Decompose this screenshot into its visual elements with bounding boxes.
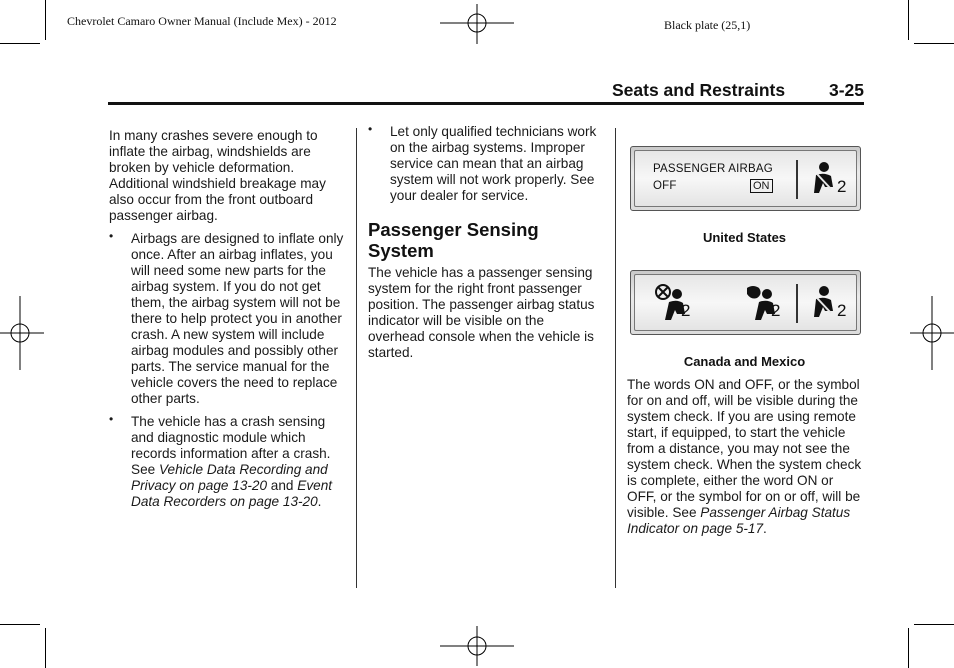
panel-face [634,274,857,331]
crop-mark [908,0,909,40]
bullet-text: Let only qualified technicians work on the airbag systems. Improper service can mean that an airbag system will not work properly. See your dealer for service. [390,124,597,203]
column-1 [109,128,347,510]
bullet-icon: • [368,122,373,136]
cross-reference-link[interactable]: Vehicle Data Recording and Privacy on page 13-20 [131,462,328,493]
column-3-paragraph [627,377,865,537]
bullet-text: Airbags are designed to inflate only once. After an airbag inflates, you will need some new parts for the airbag system. If you do not get them, the airbag system will not be there to help protect you in another crash. A new system will include airbag modules and possibly other parts. The service manual for the vehicle covers the need to replace other parts. [131,231,344,406]
us-airbag-indicator-panel [630,146,861,211]
plate-label: Black plate (25,1) [664,18,751,32]
seatbelt-icon [811,285,837,319]
panel-on-indicator: ON [750,179,773,193]
registration-mark-top [440,4,514,44]
subsection-heading: Passenger Sensing System [368,219,539,261]
bullet-icon: • [109,229,114,243]
canada-mexico-airbag-indicator-panel [630,270,861,335]
panel-separator [796,160,798,199]
crop-mark [908,628,909,668]
cross-reference-link[interactable]: Passenger Airbag Status Indicator on page 5-17 [627,505,851,536]
crop-mark [45,628,46,668]
bullet-item [109,414,347,510]
document-title: Chevrolet Camaro Owner Manual (Include Mex) - 2012 [67,14,337,28]
panel-face [634,150,857,207]
caption-united-states: United States [702,230,787,245]
seatbelt-icon [811,161,837,195]
panel-seat-number: 2 [681,301,691,320]
body-paragraph: The words ON and OFF, or the symbol for on and off, will be visible during the system check. If you are using remote start, if equipped, to start the vehicle from a distance, you may not see the system check. When the system check is complete, either the word ON or OFF, or the symbol for on or off, will be visible. See [627,377,862,520]
crop-mark [914,43,954,44]
panel-seat-number: 2 [837,301,847,320]
panel-seat-number: 2 [837,177,847,196]
registration-mark-left [0,296,44,370]
column-divider [356,128,357,588]
crop-mark [914,624,954,625]
body-paragraph: The vehicle has a passenger sensing system for the right front passenger position. The passenger airbag status indicator will be visible on the overhead console when the vehicle is started. [368,265,595,360]
bullet-text: and [267,478,298,493]
caption-canada-mexico: Canada and Mexico [683,354,806,369]
registration-mark-bottom [440,626,514,666]
page-number: 3-25 [828,80,864,100]
panel-seat-number: 2 [771,301,781,320]
section-header [612,80,864,101]
bullet-text: The vehicle has a crash sensing and diagnostic module which records information after a crash. See [131,414,331,477]
crop-mark [45,0,46,40]
section-title: Seats and Restraints [612,80,786,100]
crop-mark [0,43,40,44]
column-divider [615,128,616,588]
panel-separator [796,284,798,323]
bullet-item [109,231,347,407]
bullet-item [368,124,604,204]
cross-reference-link[interactable]: Event Data Recorders on page 13-20 [131,478,333,509]
panel-off-text: OFF [653,180,677,192]
crop-mark [0,624,40,625]
bullet-text: . [317,494,322,509]
header-rule [108,102,864,105]
body-paragraph-end: . [763,521,767,536]
bullet-icon: • [109,412,114,426]
panel-label: PASSENGER AIRBAG [653,163,773,175]
column-2 [368,124,604,361]
intro-paragraph: In many crashes severe enough to inflate the airbag, windshields are broken by vehicle deformation. Additional windshield breakage may also occur from the front outboard passenger airbag. [109,128,326,223]
registration-mark-right [910,296,954,370]
